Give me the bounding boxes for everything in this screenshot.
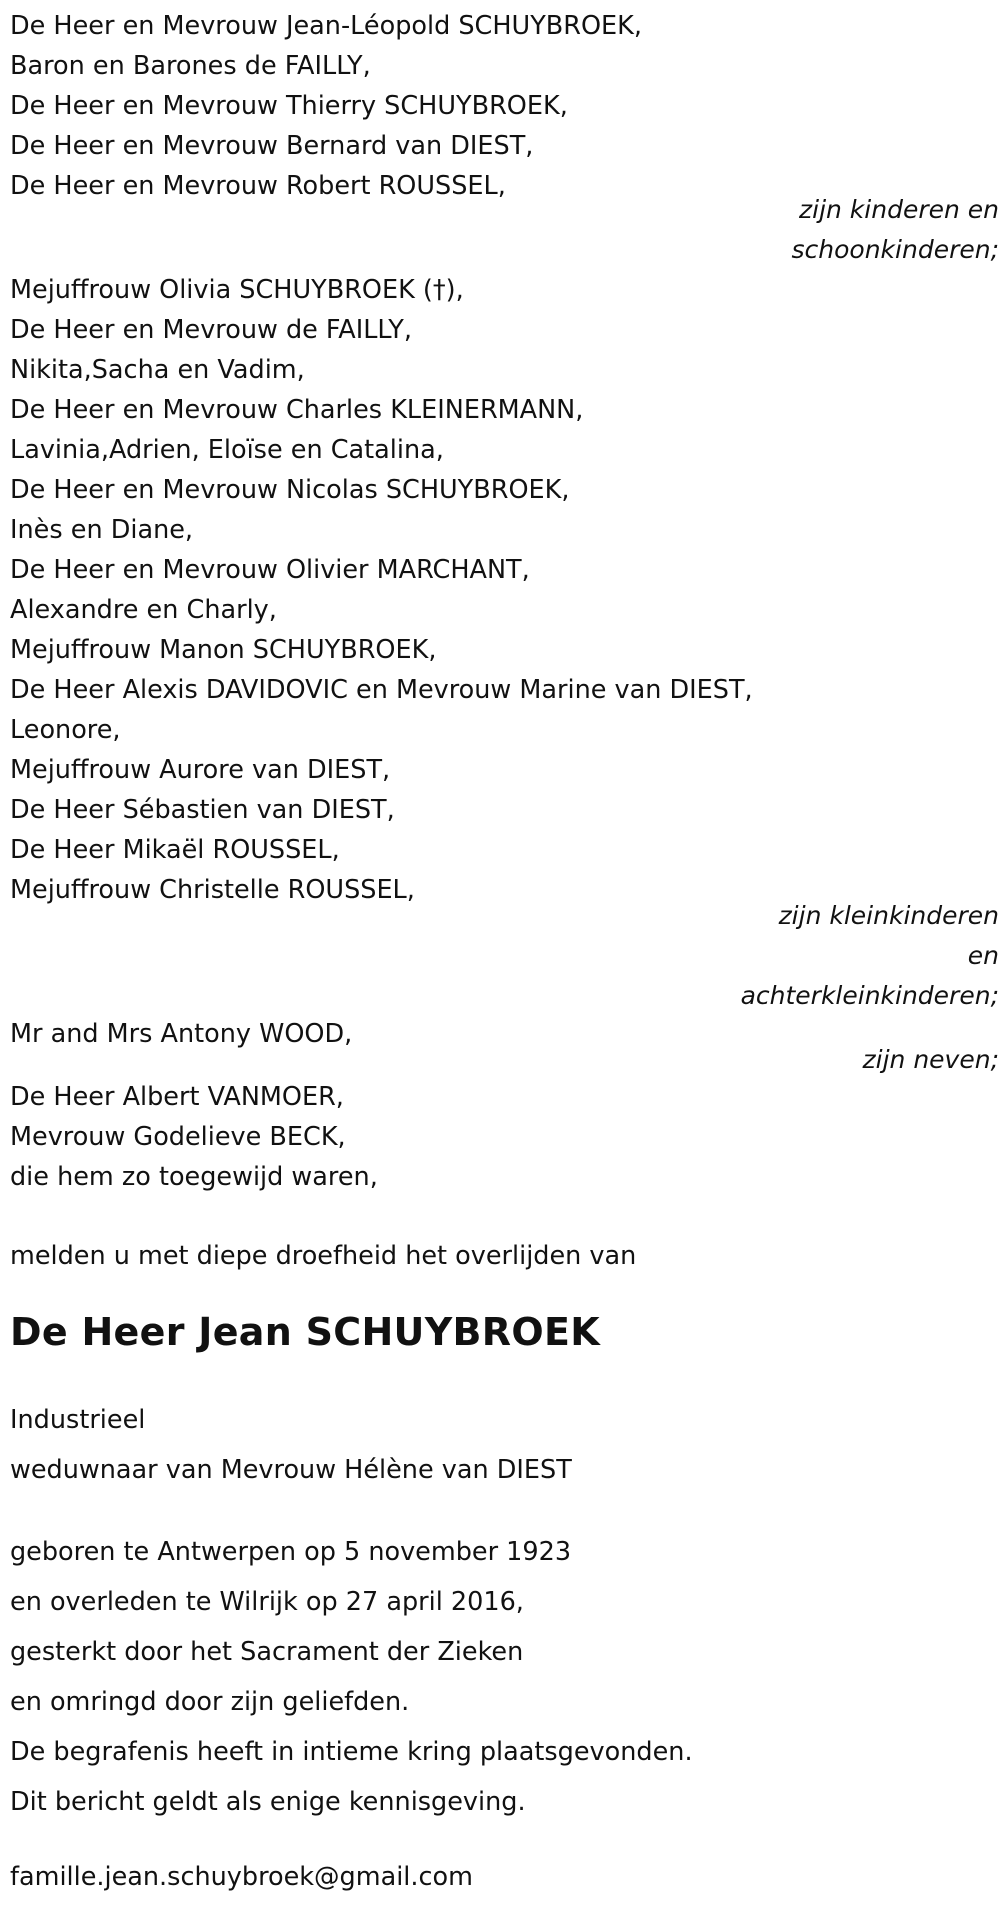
grandchildren-list [10,270,830,910]
family-line: Alexandre en Charly, [10,595,277,625]
deceased-name: De Heer Jean SCHUYBROEK [10,1310,600,1354]
family-line: De Heer Mikaël ROUSSEL, [10,835,340,865]
role-line: zijn neven; [862,1045,999,1074]
family-line: Lavinia,Adrien, Eloïse en Catalina, [10,435,444,465]
announcement [10,1236,830,1276]
grandchildren-role [679,896,999,1016]
role-line: schoonkinderen; [791,235,999,264]
family-line: Mejuffrouw Manon SCHUYBROEK, [10,635,437,665]
detail-line: Dit bericht geldt als enige kennisgeving. [10,1787,526,1817]
role-line: zijn kleinkinderen [778,901,999,930]
role-line: zijn kinderen en [799,195,999,224]
family-line: Nikita,Sacha en Vadim, [10,355,305,385]
profession-line: weduwnaar van Mevrouw Hélène van DIEST [10,1455,572,1485]
family-line: Mejuffrouw Christelle ROUSSEL, [10,875,415,905]
family-line: De Heer en Mevrouw Thierry SCHUYBROEK, [10,91,568,121]
detail-line: De begrafenis heeft in intieme kring plaatsgevonden. [10,1737,693,1767]
contact-email: famille.jean.schuybroek@gmail.com [10,1862,473,1892]
family-line: Inès en Diane, [10,515,194,545]
family-line: De Heer en Mevrouw de FAILLY, [10,315,412,345]
detail-line: en omringd door zijn geliefden. [10,1687,410,1717]
role-line: en [967,941,999,970]
family-line: De Heer en Mevrouw Bernard van DIEST, [10,131,534,161]
family-line: Mejuffrouw Aurore van DIEST, [10,755,391,785]
family-line: De Heer en Mevrouw Nicolas SCHUYBROEK, [10,475,570,505]
profession-line: Industrieel [10,1405,146,1435]
role-line: achterkleinkinderen; [740,981,999,1010]
family-line: Leonore, [10,715,121,745]
profession-block [10,1400,830,1490]
detail-line: geboren te Antwerpen op 5 november 1923 [10,1537,572,1567]
family-line: De Heer Sébastien van DIEST, [10,795,395,825]
family-line: De Heer en Mevrouw Robert ROUSSEL, [10,171,506,201]
carers-list [10,1077,830,1197]
family-line: die hem zo toegewijd waren, [10,1162,378,1192]
family-line: De Heer Alexis DAVIDOVIC en Mevrouw Marine van DIEST, [10,675,753,705]
family-line: De Heer en Mevrouw Olivier MARCHANT, [10,555,530,585]
detail-line: en overleden te Wilrijk op 27 april 2016, [10,1587,524,1617]
family-line: Baron en Barones de FAILLY, [10,51,371,81]
children-list [10,6,830,206]
family-line: De Heer Albert VANMOER, [10,1082,344,1112]
family-line: Mejuffrouw Olivia SCHUYBROEK (†), [10,275,464,305]
nephews-role [679,1040,999,1080]
family-line: De Heer en Mevrouw Jean-Léopold SCHUYBROEK, [10,11,642,41]
details-block [10,1527,830,1827]
detail-line: gesterkt door het Sacrament der Zieken [10,1637,524,1667]
family-line: Mr and Mrs Antony WOOD, [10,1019,353,1049]
children-role [679,190,999,270]
announcement-text: melden u met diepe droefheid het overlijden van [10,1241,637,1271]
family-line: Mevrouw Godelieve BECK, [10,1122,346,1152]
family-line: De Heer en Mevrouw Charles KLEINERMANN, [10,395,584,425]
